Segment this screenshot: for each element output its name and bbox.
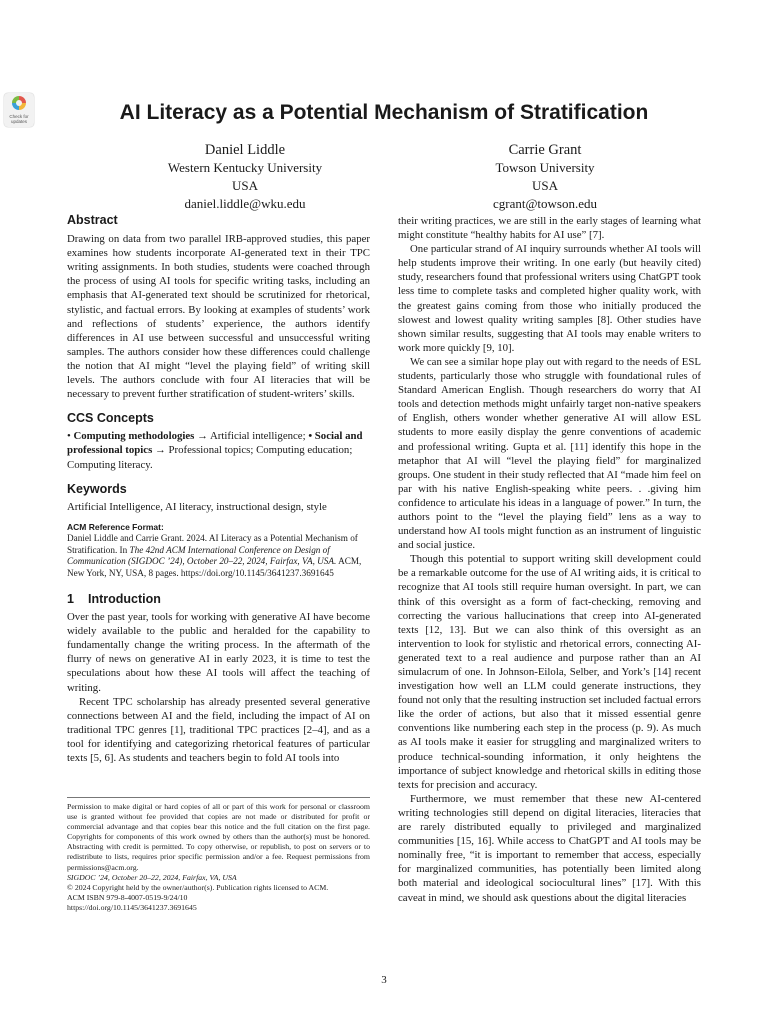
ccs-term: Computing methodologies [73,430,195,443]
author-country: USA [531,178,558,193]
acm-reference-venue: The 42nd ACM International Conference on Design of Communication (SIGDOC ’24), October 20–22, 2024, Fairfax, VA, USA. [67,544,337,567]
ccs-text [67,429,370,471]
author-name: Carrie Grant [508,142,582,158]
ccs-rest: Professional topics; Computing education; Computing literacy. [67,444,353,471]
section-title: Introduction [88,591,161,606]
keywords-heading: Keywords [67,481,127,496]
introduction-heading [67,592,370,606]
isbn-line: ACM ISBN 979-8-4007-0519-9/24/10 [67,892,188,902]
author-email[interactable]: daniel.liddle@wku.edu [184,196,306,211]
body-paragraph: Though this potential to support writing skill development could be a remarkable outcome for the use of AI writing aids, it is critical to recognize that AI tools still require human oversight. In part, we can think of this oversight as a form of fact-checking, removing and correcting the various hallucinations that creep into AI-generated texts [12, 13]. But we can also think of this oversight as an intervention to look for stylistic and rhetorical errors, connecting AI-generated text to a real audience and purpose rather than an AI simulacrum of one. In Johnson-Eilola, Selber, and York’s [14] recent investigation how well an LLM could generate instructions, they found not only that the resulting instruction set included factual errors like the order of actions, but also that it missed essential genre conventions like numbering each step in the process (p. 9). As much as AI tools make it easier for struggling and marginalized writers to produce technical-sounding information, it only heightens the importance of subject knowledge and rhetorical skills in editing those texts for precision and accuracy. [398,553,701,791]
author-affiliation: Western Kentucky University [167,160,323,175]
author-email[interactable]: cgrant@towson.edu [492,196,598,211]
abstract-text: Drawing on data from two parallel IRB-approved studies, this paper examines how students incorporate AI-generated text in their TPC writing assignments. In both studies, students were coached through the process of using AI tools for specific writing tasks, including an emphasis that AI-generated text should be scrutinized for rhetorical, stylistic, and factual errors. By looking at examples of students’ work and reflections of students’ experience, the authors identify differences in AI use between successful and unsuccessful writing samples. The authors consider how these differences could challenge the notion that AI might “level the playing field” of writing skill levels. The authors conclude with four AI literacies that will be necessary to prevent further stratification of student-writers’ skills. [67,233,370,401]
acm-reference-text [67,533,370,580]
section-number: 1 [67,591,74,606]
intro-paragraph-1: Over the past year, tools for working with generative AI have become widely available to the public and heralded for the capability to fundamentally change the writing process. In the aftermath of the flurry of news on generative AI in early 2023, it is time to test the speculations about how these AI tools will affect the teaching of writing. [67,611,370,694]
ccs-arrow: → [155,444,166,457]
intro-paragraph-2: Recent TPC scholarship has already presented several generative connections between AI and the field, including the impact of AI on traditional TPC genres [1], traditional TPC practices [2–4], and as a tool for identifying and categorizing rhetorical features of particular texts [5, 6]. As students and teachers begin to fold AI tools into [67,695,370,764]
author-block-2 [400,141,690,213]
doi-link[interactable]: https://doi.org/10.1145/3641237.3691645 [67,902,197,912]
paper-title: AI Literacy as a Potential Mechanism of Stratification [119,101,649,124]
abstract-heading: Abstract [67,213,118,227]
copyright-footnote [67,797,370,913]
body-paragraph: We can see a similar hope play out with regard to the needs of ESL students, particularly those who struggle with foundational rules of Standard American English. Though researchers do worry that AI tools and detection methods might unfairly target non-native speakers of English, others wonder whether generative AI will allow ESL students to more easily display the genre conventions of academic and professional writing. Gupta et al. [11] identify this hope in the metaphor that AI will “level the playing field” for marginalized groups. One student in their study reflected that AI “made him feel on par with his native English-speaking white peers. . .giving him confidence to articulate his ideas in a language of power.” In turn, the authors point to the “level the playing field” lens as a way to understand how AI tools might function as an instrument of linguistic and social justice. [398,355,701,552]
keywords-text: Artificial Intelligence, AI literacy, instructional design, style [67,500,327,513]
body-paragraph: their writing practices, we are still in the early stages of learning what might constitute “healthy habits for AI use” [7]. [398,215,701,242]
left-column [67,213,370,765]
ccs-arrow: → [197,430,208,443]
ccs-term: Social and professional topics [67,430,363,457]
acm-reference-doi[interactable]: ACM, New York, NY, USA, 8 pages. https://doi.org/10.1145/3641237.3691645 [67,556,362,579]
ccs-rest: Artificial intelligence; [209,430,306,443]
ccs-bullet: • [67,430,71,443]
copyright-line: © 2024 Copyright held by the owner/author(s). Publication rights licensed to ACM. [67,882,329,892]
author-name: Daniel Liddle [204,142,286,158]
right-column [398,214,701,905]
ccs-heading: CCS Concepts [67,411,154,426]
author-country: USA [231,178,258,193]
permission-notice: Permission to make digital or hard copies of all or part of this work for personal or classroom use is granted without fee provided that copies are not made or distributed for profit or commercial advantage and that copies bear this notice and the full citation on the first page. Copyrights for components of this work owned by others than the author(s) must be honored. Abstracting with credit is permitted. To copy otherwise, or republish, to post on servers or to redistribute to lists, requires prior specific permission and/or a fee. Request permissions from permissions@acm.org. [67,802,370,872]
author-affiliation: Towson University [495,160,595,175]
author-block-1 [100,141,390,213]
conference-line: SIGDOC ’24, October 20–22, 2024, Fairfax, VA, USA [67,872,237,882]
acm-reference-heading: ACM Reference Format: [67,521,164,532]
body-paragraph: Furthermore, we must remember that these new AI-centered writing technologies still depend on digital literacies, literacies that are rarely distributed equally to privileged and marginalized communities [15, 16]. While access to ChatGPT and AI tools may be nominally free, “it is important to remember that access, especially for marginalized communities, has potentially been limited along both material and ideological sociocultural lines” [17]. With this caveat in mind, we should ask questions about the digital literacies [398,792,701,904]
body-paragraph: One particular strand of AI inquiry surrounds whether AI tools will help students improve their writing. In one early (but heavily cited) study, researchers found that professional writers using ChatGPT took less time to complete tasks and completed higher quality work, with the greatest gains coming from those who initially produced the slowest and lowest quality writing samples [8]. Other studies have shown similar results, suggesting that AI tools may enable writers to work more quickly [9, 10]. [398,243,701,354]
check-for-updates-label: Check for updates [9,114,29,124]
page-number: 3 [381,974,387,986]
acm-reference-authors: Daniel Liddle and Carrie Grant. 2024. AI Literacy as a Potential Mechanism of Stratification. In [67,532,358,555]
ccs-bullet: • [308,430,313,443]
